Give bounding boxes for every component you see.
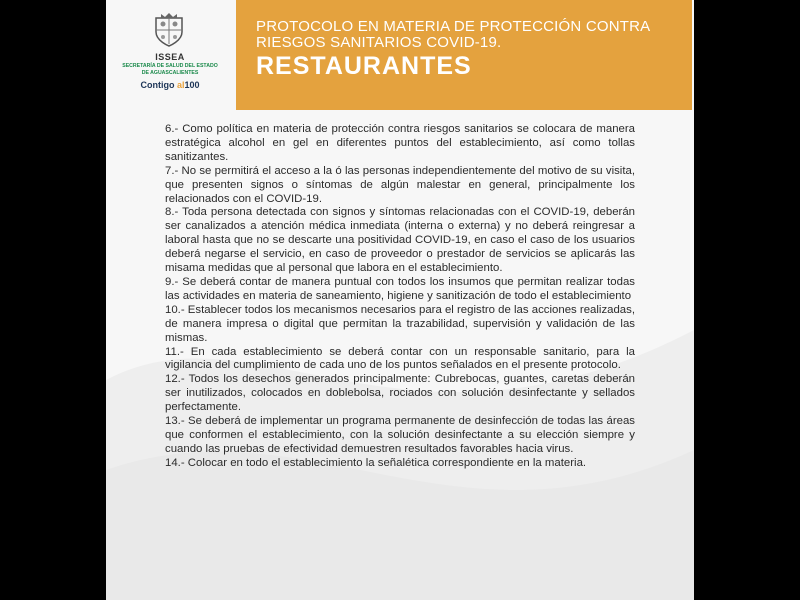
protocol-item-10: 10.- Establecer todos los mecanismos necesarios para el registro de las acciones realizadas, de manera impresa o digital que permitan la trazabilidad, supervisión y validación de las mismas. <box>165 303 635 344</box>
protocol-item-11: 11.- En cada establecimiento se deberá contar con un responsable sanitario, para la vigilancia del cumplimiento de cada uno de los puntos señalados en el presente protocolo. <box>165 345 635 372</box>
logo-tag-text: Contigo <box>140 80 175 90</box>
logo-tagline <box>106 80 234 90</box>
header-subtitle-line1: PROTOCOLO EN MATERIA DE PROTECCIÓN CONTRA <box>256 18 651 35</box>
protocol-item-7: 7.- No se permitirá el acceso a la ó las personas independientemente del motivo de su visita, que presenten signos o síntomas de algún malestar en general, principalmente los relacionados con el COVID-19. <box>165 164 635 205</box>
protocol-item-6: 6.- Como política en materia de protección contra riesgos sanitarios se colocara de manera estratégica alcohol en gel en diferentes puntos del establecimiento, así como tollas sanitizantes. <box>165 123 635 163</box>
protocol-item-12: 12.- Todos los desechos generados principalmente: Cubrebocas, guantes, caretas deberán ser inutilizados, colocados en doblebolsa, rociados con solución desinfectante y sellados perfectamente. <box>165 373 635 414</box>
logo-name: ISSEA <box>155 52 185 62</box>
page-title: RESTAURANTES <box>256 52 472 80</box>
state-seal-icon <box>152 12 186 48</box>
protocol-list <box>165 123 635 471</box>
protocol-item-13: 13.- Se deberá de implementar un programa permanente de desinfección de todas las áreas que conformen el establecimiento, con la solución desinfectante a su elección siempre y cuando las pruebas de efectividad demuestren resultados favorables hacia virus. <box>165 415 635 455</box>
protocol-item-9: 9.- Se deberá contar de manera puntual con todos los insumos que permitan realizar todas las actividades en materia de saneamiento, higiene y sanitización de todo el establecimiento <box>165 275 635 302</box>
logo-tag-highlight: al <box>176 80 185 90</box>
logo-subtitle-line1: SECRETARÍA DE SALUD DEL ESTADO <box>122 63 218 69</box>
protocol-item-14: 14.- Colocar en todo el establecimiento la señalética correspondiente en la materia. <box>165 456 587 469</box>
document-page <box>106 0 694 600</box>
header-banner <box>236 0 692 110</box>
protocol-item-8: 8.- Toda persona detectada con signos y síntomas relacionadas con el COVID-19, deberán ser canalizados a atención médica inmediata (interna o externa) y no deberá reingresar a laboral hasta que no se descarte una positividad COVID-19, en caso el caso de los usuarios deberá negarse el servicio, en caso de proveedor o prestador de servicios se aplicarás las misama medidas que al personal que labora en el establecimiento. <box>165 206 635 275</box>
issea-logo <box>106 0 234 110</box>
header-subtitle-line2: RIESGOS SANITARIOS COVID-19. <box>256 34 502 51</box>
logo-tag-number: 100 <box>184 80 200 90</box>
logo-subtitle-line2: DE AGUASCALIENTES <box>141 69 199 76</box>
logo-subtitle <box>112 63 228 76</box>
